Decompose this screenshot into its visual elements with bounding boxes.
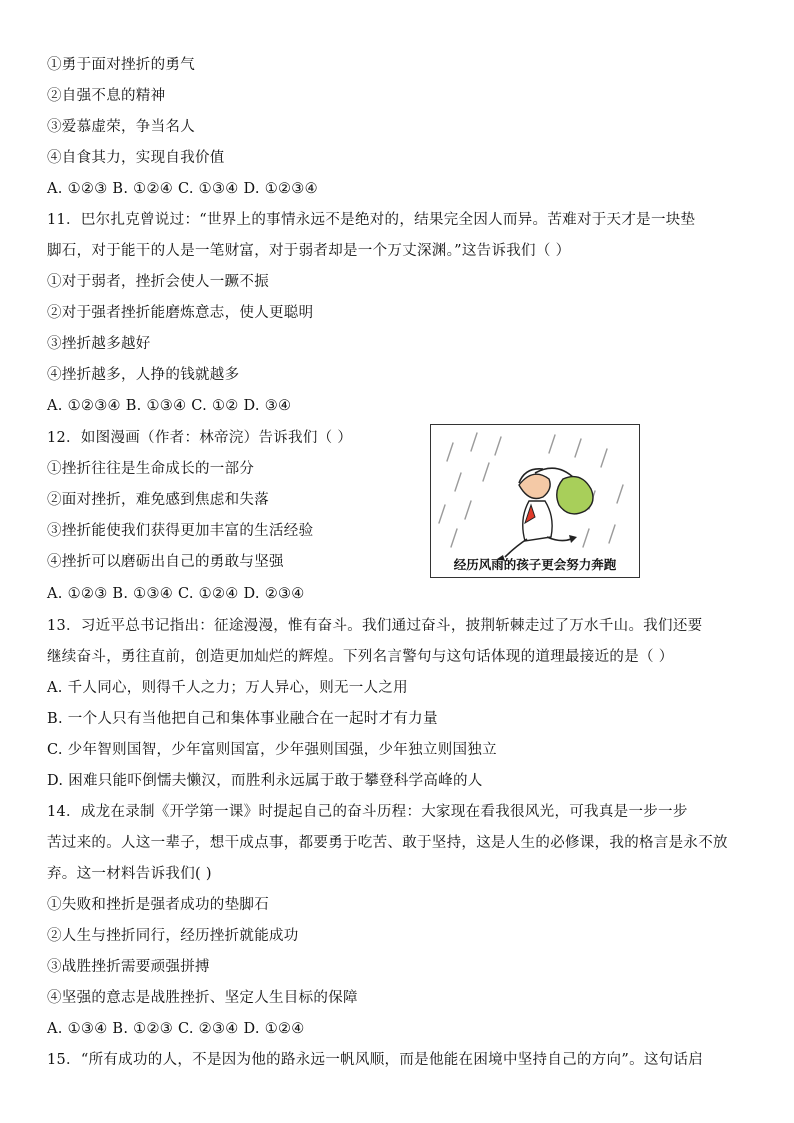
option-line: ④挫折越多，人挣的钱就越多 <box>47 367 240 383</box>
option-line: ①对于弱者，挫折会使人一蹶不振 <box>47 274 269 290</box>
option-line: B. 一个人只有当他把自己和集体事业融合在一起时才有力量 <box>47 711 438 727</box>
option-line: ②对于强者挫折能磨炼意志，使人更聪明 <box>47 305 314 321</box>
option-line: ①失败和挫折是强者成功的垫脚石 <box>47 897 269 913</box>
option-line: ②人生与挫折同行，经历挫折就能成功 <box>47 928 299 944</box>
question-15-text: 15．“所有成功的人，不是因为他的路永远一帆风顺，而是他能在困境中坚持自己的方向”。这句话启 <box>47 1052 704 1068</box>
option-line: ③爱慕虚荣，争当名人 <box>47 119 195 135</box>
question-11-text: 脚石，对于能干的人是一笔财富，对于弱者却是一个万丈深渊。”这告诉我们（ ） <box>47 243 571 259</box>
question-13-text: 继续奋斗，勇往直前，创造更加灿烂的辉煌。下列名言警句与这句话体现的道理最接近的是（ ） <box>47 649 674 665</box>
running-child-in-rain-illustration <box>431 425 639 577</box>
question-14-text: 14．成龙在录制《开学第一课》时提起自己的奋斗历程：大家现在看我很风光，可我真是一步一步 <box>47 804 688 820</box>
option-line: C. 少年智则国智，少年富则国富，少年强则国强，少年独立则国独立 <box>47 742 497 758</box>
question-14-text: 弃。这一材料告诉我们( ) <box>47 866 212 882</box>
question-14-text: 苦过来的。人这一辈子，想干成点事，都要勇于吃苦、敢于坚持，这是人生的必修课，我的格言是永不放 <box>47 835 728 851</box>
option-line: ①勇于面对挫折的勇气 <box>47 57 195 73</box>
answer-choices: A. ①③④ B. ①②③ C. ②③④ D. ①②④ <box>47 1021 305 1037</box>
question-13-text: 13．习近平总书记指出：征途漫漫，惟有奋斗。我们通过奋斗，披荆斩棘走过了万水千山。我们还要 <box>47 618 703 634</box>
option-line: ②自强不息的精神 <box>47 88 166 104</box>
answer-choices: A. ①②③④ B. ①③④ C. ①② D. ③④ <box>47 398 292 414</box>
question-12-text: 12．如图漫画（作者：林帝浣）告诉我们（ ） <box>47 430 353 446</box>
option-line: ④自食其力，实现自我价值 <box>47 150 225 166</box>
option-line: ②面对挫折，难免感到焦虑和失落 <box>47 492 269 508</box>
option-line: ④挫折可以磨砺出自己的勇敢与坚强 <box>47 554 284 570</box>
answer-choices: A. ①②③ B. ①③④ C. ①②④ D. ②③④ <box>47 586 305 602</box>
question-11-text: 11．巴尔扎克曾说过：“世界上的事情永远不是绝对的，结果完全因人而异。苦难对于天才是一块垫 <box>47 212 696 228</box>
answer-choices: A. ①②③ B. ①②④ C. ①③④ D. ①②③④ <box>47 181 318 197</box>
option-line: ①挫折往往是生命成长的一部分 <box>47 461 255 477</box>
option-line: ③挫折越多越好 <box>47 336 151 352</box>
option-line: ④坚强的意志是战胜挫折、坚定人生目标的保障 <box>47 990 358 1006</box>
figure-caption: 经历风雨的孩子更会努力奔跑 <box>453 557 617 572</box>
option-line: ③挫折能使我们获得更加丰富的生活经验 <box>47 523 314 539</box>
option-line: ③战胜挫折需要顽强拼搏 <box>47 959 210 975</box>
option-line: D. 困难只能吓倒懦夫懒汉，而胜利永远属于敢于攀登科学高峰的人 <box>47 773 483 789</box>
cartoon-figure <box>430 424 640 578</box>
option-line: A. 千人同心，则得千人之力；万人异心，则无一人之用 <box>47 680 408 696</box>
